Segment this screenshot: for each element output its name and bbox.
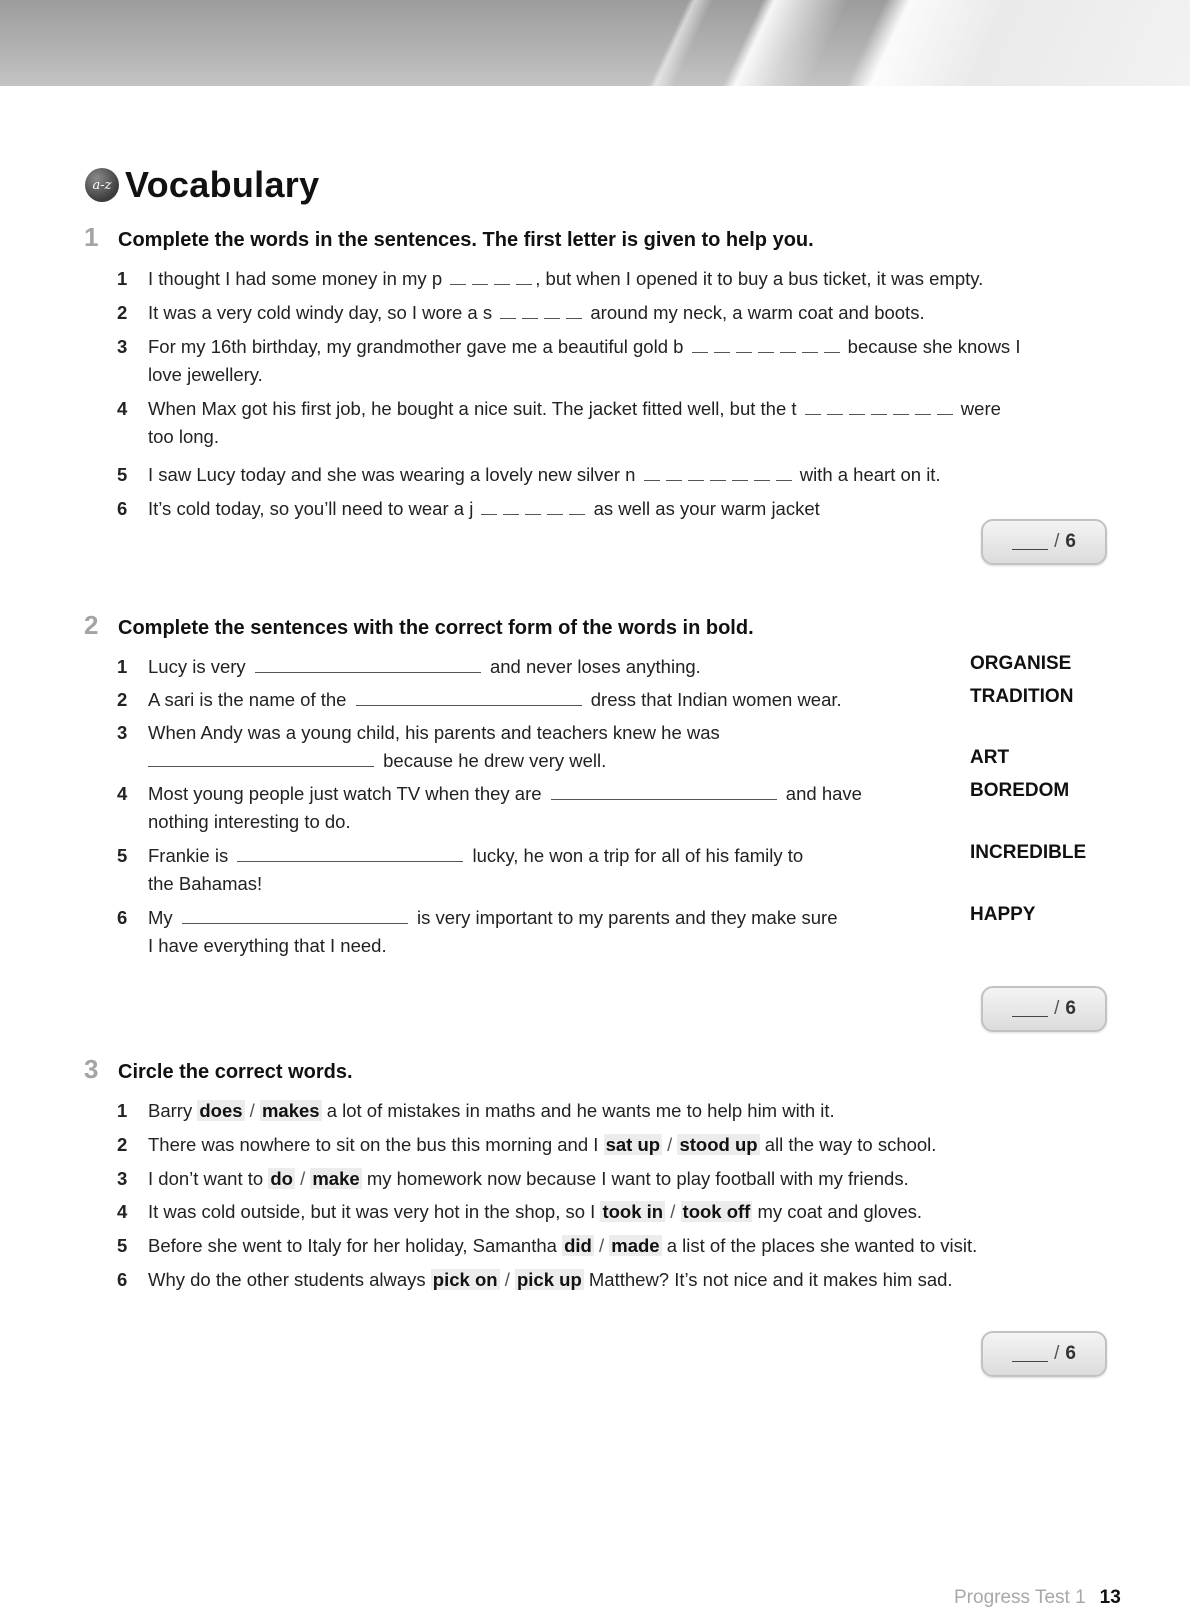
exercise-2-heading — [84, 610, 754, 641]
sentence-end: and have — [780, 783, 862, 804]
letter-blank[interactable] — [472, 270, 488, 285]
sentence-start: A sari is the name of the — [148, 689, 352, 710]
sentence-end: Matthew? It’s not nice and it makes him sad. — [583, 1269, 953, 1290]
letter-blank[interactable] — [522, 304, 538, 319]
item-text — [148, 265, 983, 293]
score-total: 6 — [1065, 998, 1076, 1019]
sentence-start: I saw Lucy today and she was wearing a lovely new silver n — [148, 464, 641, 485]
choice-option-b[interactable]: pick up — [516, 1269, 582, 1290]
choice-separator: / — [294, 1168, 311, 1189]
item-number: 5 — [117, 1235, 128, 1256]
sentence-end: around my neck, a warm coat and boots. — [585, 302, 925, 323]
sentence-end: with a heart on it. — [794, 464, 941, 485]
choice-option-b[interactable]: stood up — [679, 1134, 758, 1155]
item-text — [148, 1131, 936, 1159]
item-text — [148, 495, 820, 523]
item-text — [148, 299, 925, 327]
item-text — [148, 653, 701, 681]
section-title: Vocabulary — [125, 164, 320, 205]
letter-blank[interactable] — [915, 400, 931, 415]
exercise-number: 3 — [84, 1054, 99, 1084]
item-text — [148, 842, 803, 870]
item-number: 1 — [117, 1100, 128, 1121]
item-text: I have everything that I need. — [148, 935, 387, 956]
bold-keyword: HAPPY — [970, 904, 1036, 925]
exercise-instruction: Complete the sentences with the correct form of the words in bold. — [118, 617, 754, 639]
item-text — [148, 1198, 922, 1226]
exercise-instruction: Circle the correct words. — [118, 1061, 353, 1083]
item-number: 6 — [117, 498, 128, 519]
letter-blank[interactable] — [710, 466, 726, 481]
item-number: 3 — [117, 722, 128, 743]
sentence-end: as well as your warm jacket — [588, 498, 820, 519]
sentence-start: Lucy is very — [148, 656, 251, 677]
bold-keyword: BOREDOM — [970, 780, 1070, 801]
sentence-end: is very important to my parents and they make sure — [411, 907, 838, 928]
item-text — [148, 1097, 835, 1125]
answer-line[interactable] — [237, 845, 463, 862]
choice-option-a[interactable]: took in — [602, 1201, 664, 1222]
sentence-end: all the way to school. — [759, 1134, 937, 1155]
item-text — [148, 719, 720, 747]
letter-blank[interactable] — [666, 466, 682, 481]
letter-blank[interactable] — [503, 500, 519, 515]
letter-blank[interactable] — [569, 500, 585, 515]
exercise-3-heading — [84, 1054, 353, 1085]
sentence-start: For my 16th birthday, my grandmother gave me a beautiful gold b — [148, 336, 689, 357]
letter-blank[interactable] — [776, 466, 792, 481]
item-text — [148, 686, 842, 714]
answer-line[interactable] — [356, 689, 582, 706]
sentence-start: It’s cold today, so you’ll need to wear a j — [148, 498, 479, 519]
item-text — [148, 1266, 953, 1294]
letter-blank[interactable] — [450, 270, 466, 285]
sentence-end: my homework now because I want to play football with my friends. — [361, 1168, 909, 1189]
letter-blank[interactable] — [500, 304, 516, 319]
page-footer — [954, 1587, 1121, 1609]
item-text: the Bahamas! — [148, 873, 263, 894]
item-number: 5 — [117, 845, 128, 866]
letter-blank[interactable] — [802, 338, 818, 353]
sentence-start: When Max got his first job, he bought a nice suit. The jacket fitted well, but the t — [148, 398, 802, 419]
sentence-end: a lot of mistakes in maths and he wants me to help him with it. — [321, 1100, 835, 1121]
item-number: 6 — [117, 907, 128, 928]
item-text — [148, 1232, 977, 1260]
item-text — [148, 747, 606, 775]
score-total: 6 — [1065, 531, 1076, 552]
answer-line[interactable] — [551, 783, 777, 800]
page-number: 13 — [1099, 1587, 1121, 1608]
sentence-end: because he drew very well. — [378, 750, 607, 771]
sentence-start: I thought I had some money in my p — [148, 268, 448, 289]
az-vocabulary-icon: a-z — [85, 168, 119, 202]
bold-keyword: INCREDIBLE — [970, 842, 1087, 863]
sentence-start: Why do the other students always — [148, 1269, 431, 1290]
item-number: 3 — [117, 336, 128, 357]
item-number: 4 — [117, 1201, 128, 1222]
sentence-start: Before she went to Italy for her holiday, Samantha — [148, 1235, 563, 1256]
letter-blank[interactable] — [644, 466, 660, 481]
item-text: too long. — [148, 426, 219, 447]
item-text: nothing interesting to do. — [148, 811, 351, 832]
item-number: 4 — [117, 783, 128, 804]
sentence-start: It was cold outside, but it was very hot in the shop, so I — [148, 1201, 601, 1222]
answer-line[interactable] — [182, 907, 408, 924]
bold-keyword: ORGANISE — [970, 653, 1072, 674]
bold-keyword: TRADITION — [970, 686, 1074, 707]
item-text — [148, 904, 838, 932]
choice-option-b[interactable]: made — [611, 1235, 660, 1256]
sentence-start: Barry — [148, 1100, 198, 1121]
item-text — [148, 461, 941, 489]
item-text: love jewellery. — [148, 364, 263, 385]
item-text — [148, 395, 1001, 423]
letter-blank[interactable] — [937, 400, 953, 415]
item-number: 2 — [117, 689, 128, 710]
sentence-end: , but when I opened it to buy a bus ticket, it was empty. — [535, 268, 984, 289]
letter-blank[interactable] — [525, 500, 541, 515]
item-number: 1 — [117, 656, 128, 677]
sentence-start: Most young people just watch TV when they are — [148, 783, 547, 804]
letter-blank[interactable] — [516, 270, 532, 285]
choice-option-b[interactable]: make — [312, 1168, 360, 1189]
item-number: 4 — [117, 398, 128, 419]
choice-option-a[interactable]: does — [199, 1100, 243, 1121]
exercise-3-score-box[interactable]: / 6 — [981, 1331, 1107, 1377]
letter-blank[interactable] — [805, 400, 821, 415]
score-blank[interactable] — [1012, 1002, 1048, 1017]
choice-separator: / — [499, 1269, 515, 1290]
item-number: 2 — [117, 302, 128, 323]
choice-separator: / — [244, 1100, 260, 1121]
item-number: 5 — [117, 464, 128, 485]
sentence-start: Frankie is — [148, 845, 234, 866]
item-text — [148, 1165, 909, 1193]
sentence-end: my coat and gloves. — [752, 1201, 923, 1222]
sentence-end: dress that Indian women wear. — [585, 689, 842, 710]
exercise-1-score-box[interactable]: / 6 — [981, 519, 1107, 565]
choice-separator: / — [593, 1235, 610, 1256]
letter-blank[interactable] — [544, 304, 560, 319]
letter-blank[interactable] — [758, 338, 774, 353]
sentence-start: It was a very cold windy day, so I wore a s — [148, 302, 498, 323]
choice-separator: / — [665, 1201, 681, 1222]
choice-option-a[interactable]: sat up — [605, 1134, 661, 1155]
letter-blank[interactable] — [893, 400, 909, 415]
score-blank[interactable] — [1012, 535, 1048, 550]
letter-blank[interactable] — [871, 400, 887, 415]
letter-blank[interactable] — [780, 338, 796, 353]
item-number: 6 — [117, 1269, 128, 1290]
sentence-end: and never loses anything. — [484, 656, 701, 677]
footer-label: Progress Test 1 — [954, 1587, 1086, 1608]
exercise-2-score-box[interactable]: / 6 — [981, 986, 1107, 1032]
choice-option-b[interactable]: makes — [261, 1100, 320, 1121]
choice-option-b[interactable]: took off — [682, 1201, 751, 1222]
item-number: 1 — [117, 268, 128, 289]
answer-line[interactable] — [255, 656, 481, 673]
letter-blank[interactable] — [547, 500, 563, 515]
letter-blank[interactable] — [849, 400, 865, 415]
sentence-start: When Andy was a young child, his parents and teachers knew he was — [148, 722, 720, 743]
sentence-end: lucky, he won a trip for all of his family to — [467, 845, 804, 866]
letter-blank[interactable] — [754, 466, 770, 481]
choice-option-a[interactable]: pick on — [432, 1269, 498, 1290]
exercise-number: 2 — [84, 610, 99, 640]
sentence-start: There was nowhere to sit on the bus this morning and I — [148, 1134, 604, 1155]
item-number: 2 — [117, 1134, 128, 1155]
exercise-1-heading — [84, 222, 814, 253]
letter-blank[interactable] — [732, 466, 748, 481]
choice-option-a[interactable]: do — [270, 1168, 293, 1189]
exercise-number: 1 — [84, 222, 99, 252]
item-text — [148, 780, 862, 808]
score-total: 6 — [1065, 1343, 1076, 1364]
choice-separator: / — [662, 1134, 678, 1155]
letter-blank[interactable] — [566, 304, 582, 319]
item-number: 3 — [117, 1168, 128, 1189]
letter-blank[interactable] — [692, 338, 708, 353]
letter-blank[interactable] — [736, 338, 752, 353]
header-banner — [0, 0, 1190, 86]
letter-blank[interactable] — [827, 400, 843, 415]
answer-line[interactable] — [148, 750, 374, 767]
sentence-end: because she knows I — [842, 336, 1021, 357]
exercise-instruction: Complete the words in the sentences. The first letter is given to help you. — [118, 229, 814, 251]
section-heading — [85, 164, 319, 206]
sentence-end: were — [955, 398, 1001, 419]
item-text — [148, 333, 1020, 361]
bold-keyword: ART — [970, 747, 1010, 768]
letter-blank[interactable] — [824, 338, 840, 353]
choice-option-a[interactable]: did — [564, 1235, 592, 1256]
score-blank[interactable] — [1012, 1347, 1048, 1362]
letter-blank[interactable] — [481, 500, 497, 515]
letter-blank[interactable] — [714, 338, 730, 353]
sentence-end: a list of the places she wanted to visit. — [661, 1235, 978, 1256]
sentence-start: I don’t want to — [148, 1168, 269, 1189]
sentence-start: My — [148, 907, 178, 928]
letter-blank[interactable] — [494, 270, 510, 285]
letter-blank[interactable] — [688, 466, 704, 481]
